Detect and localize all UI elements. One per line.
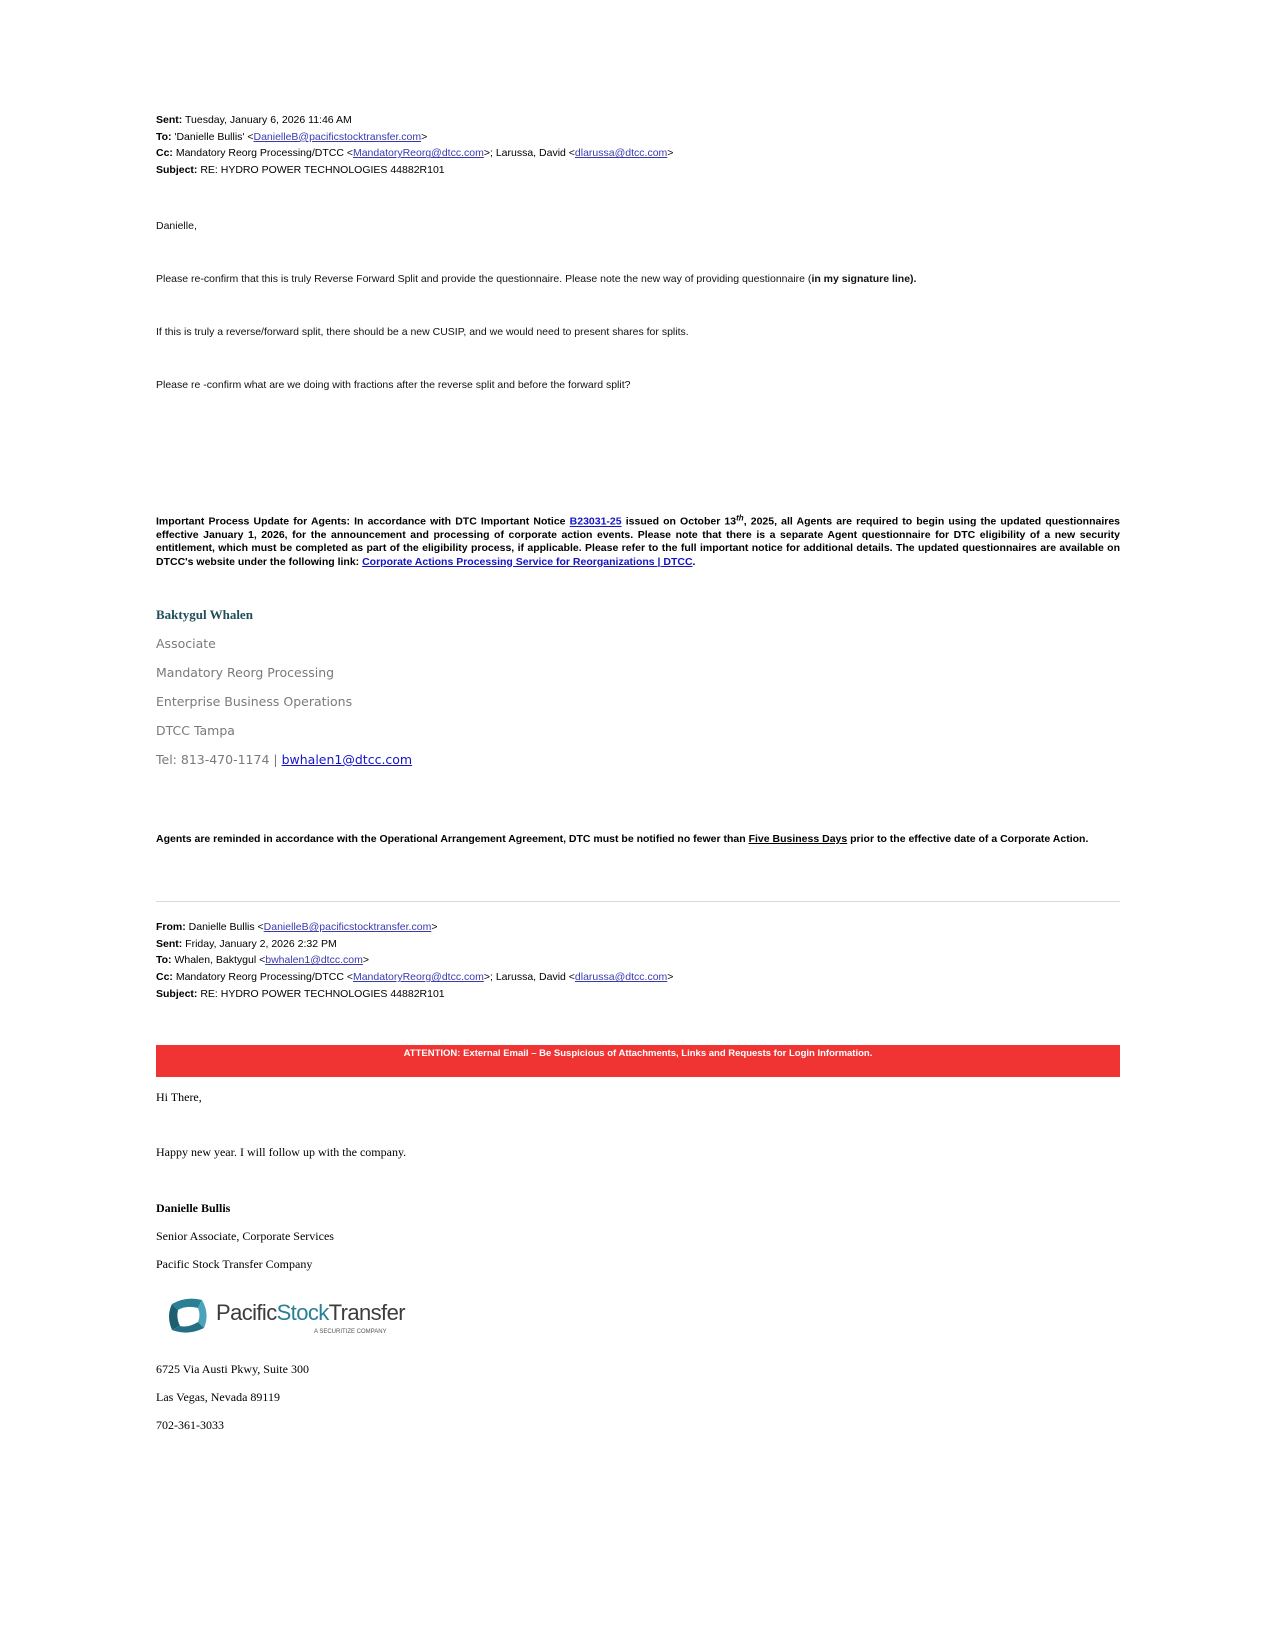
to-email-link[interactable]: DanielleB@pacificstocktransfer.com [253, 130, 422, 143]
subject-value: RE: HYDRO POWER TECHNOLOGIES 44882R101 [200, 987, 445, 1000]
signature2-title: Senior Associate, Corporate Services [156, 1229, 334, 1243]
notice-sup: th [736, 513, 744, 522]
signature2-phone: 702-361-3033 [156, 1418, 224, 1432]
to-email-link[interactable]: bwhalen1@dtcc.com [265, 954, 363, 967]
para1-bold: in my signature line). [811, 273, 917, 285]
logo-word-3: Transfer [328, 1300, 405, 1325]
signature-tel: Tel: 813-470-1174 | [156, 752, 282, 767]
to-label: To: [156, 130, 172, 143]
notice-link-dtcc[interactable]: Corporate Actions Processing Service for Reorganizations | DTCC [362, 555, 693, 568]
para1-text: Please re-confirm that this is truly Reverse Forward Split and provide the questionnaire. Please note the new way of providing questionnaire ( [156, 273, 812, 285]
to-name: Whalen, Baktygul < [174, 954, 266, 967]
signature-dept: Mandatory Reorg Processing [156, 665, 335, 680]
logo-tagline: A SECURITIZE COMPANY [314, 1329, 387, 1335]
subject-row [156, 162, 1120, 179]
cc-email-link-2[interactable]: dlarussa@dtcc.com [574, 147, 668, 160]
reminder-text-2: prior to the effective date of a Corporate Action. [847, 833, 1089, 845]
to-close: > [362, 954, 369, 967]
email-header-2 [156, 919, 1120, 1003]
from-label: From: [156, 921, 186, 933]
subject-label: Subject: [156, 987, 198, 1000]
important-notice [156, 511, 1120, 569]
subject-row [156, 986, 1120, 1003]
sent-row [156, 112, 1120, 129]
banner-text: ATTENTION: External Email – Be Suspicious of Attachments, Links and Requests for Login Information. [403, 1048, 873, 1059]
sent-row [156, 936, 1120, 953]
cc-row [156, 969, 1120, 986]
cc-name: Mandatory Reorg Processing/DTCC < [175, 147, 353, 160]
signature-location: DTCC Tampa [156, 723, 235, 738]
to-row [156, 129, 1120, 146]
logo-mark-icon [166, 1294, 212, 1338]
external-email-banner [156, 1045, 1120, 1077]
cc-mid: >; Larussa, David < [483, 147, 575, 160]
to-name: 'Danielle Bullis' < [174, 130, 254, 143]
cc-name: Mandatory Reorg Processing/DTCC < [175, 971, 353, 984]
signature2-address-2: Las Vegas, Nevada 89119 [156, 1390, 280, 1404]
body-paragraph-1 [156, 272, 1120, 286]
greeting: Danielle, [156, 220, 197, 232]
notice-text-4: . [692, 555, 696, 568]
subject-value: RE: HYDRO POWER TECHNOLOGIES 44882R101 [200, 164, 445, 177]
to-row [156, 952, 1120, 969]
greeting-2: Hi There, [156, 1090, 202, 1104]
from-close: > [431, 921, 438, 933]
notice-text-1: Important Process Update for Agents: In accordance with DTC Important Notice [156, 515, 570, 528]
from-email-link[interactable]: DanielleB@pacificstocktransfer.com [263, 921, 432, 933]
notice-text-2: issued on October 13 [621, 515, 737, 528]
sent-label: Sent: [156, 114, 183, 126]
to-close: > [421, 130, 428, 143]
logo-wordmark [216, 1300, 405, 1326]
cc-email-link-2[interactable]: dlarussa@dtcc.com [574, 971, 668, 984]
to-label: To: [156, 954, 172, 967]
sent-value: Friday, January 2, 2026 2:32 PM [185, 937, 337, 950]
sent-label: Sent: [156, 937, 183, 950]
signature-name: Baktygul Whalen [156, 607, 253, 622]
signature2-company: Pacific Stock Transfer Company [156, 1257, 313, 1271]
cc-label: Cc: [156, 147, 173, 160]
from-name: Danielle Bullis < [188, 921, 264, 933]
logo-word-2: Stock [276, 1300, 329, 1325]
logo-word-1: Pacific [216, 1300, 277, 1325]
cc-close: > [667, 971, 674, 984]
body-paragraph-2: If this is truly a reverse/forward split, there should be a new CUSIP, and we would need to present shares for splits. [156, 326, 689, 338]
sent-value: Tuesday, January 6, 2026 11:46 AM [184, 114, 352, 126]
signature2-address-1: 6725 Via Austi Pkwy, Suite 300 [156, 1362, 309, 1376]
cc-email-link-1[interactable]: MandatoryReorg@dtcc.com [352, 147, 484, 160]
subject-label: Subject: [156, 164, 198, 177]
cc-close: > [667, 147, 674, 160]
pacific-stock-transfer-logo [166, 1292, 406, 1342]
signature-division: Enterprise Business Operations [156, 694, 353, 709]
agents-reminder [156, 833, 1120, 846]
body-paragraph-4: Happy new year. I will follow up with the company. [156, 1145, 407, 1159]
from-row [156, 919, 1120, 936]
cc-row [156, 145, 1120, 162]
body-paragraph-3: Please re -confirm what are we doing with fractions after the reverse split and before the forward split? [156, 379, 631, 391]
reminder-underlined: Five Business Days [748, 833, 848, 845]
reminder-text-1: Agents are reminded in accordance with the Operational Arrangement Agreement, DTC must be notified no fewer than [156, 833, 749, 845]
notice-text-3: , 2025, all Agents are required to begin using the updated questionnaires effective January 1, 2026, for the announcement and processing of corporate action events. Please note that there is a separate Agent questionnaire for DTC eligibility of a new security entitlement, which must be completed as part of the eligibility process, if applicable. Please refer to the full important notice for additional details. The updated questionnaires are available on DTCC's website under the following link: [156, 515, 1121, 568]
signature2-name: Danielle Bullis [156, 1201, 231, 1215]
thread-divider [156, 901, 1120, 902]
signature-title: Associate [156, 636, 216, 651]
cc-label: Cc: [156, 971, 173, 984]
cc-email-link-1[interactable]: MandatoryReorg@dtcc.com [352, 971, 484, 984]
signature-contact [156, 752, 1120, 767]
signature-email-link[interactable]: bwhalen1@dtcc.com [281, 752, 413, 767]
email-header-1 [156, 112, 1120, 179]
notice-link-b23031[interactable]: B23031-25 [569, 515, 622, 528]
cc-mid: >; Larussa, David < [483, 971, 575, 984]
